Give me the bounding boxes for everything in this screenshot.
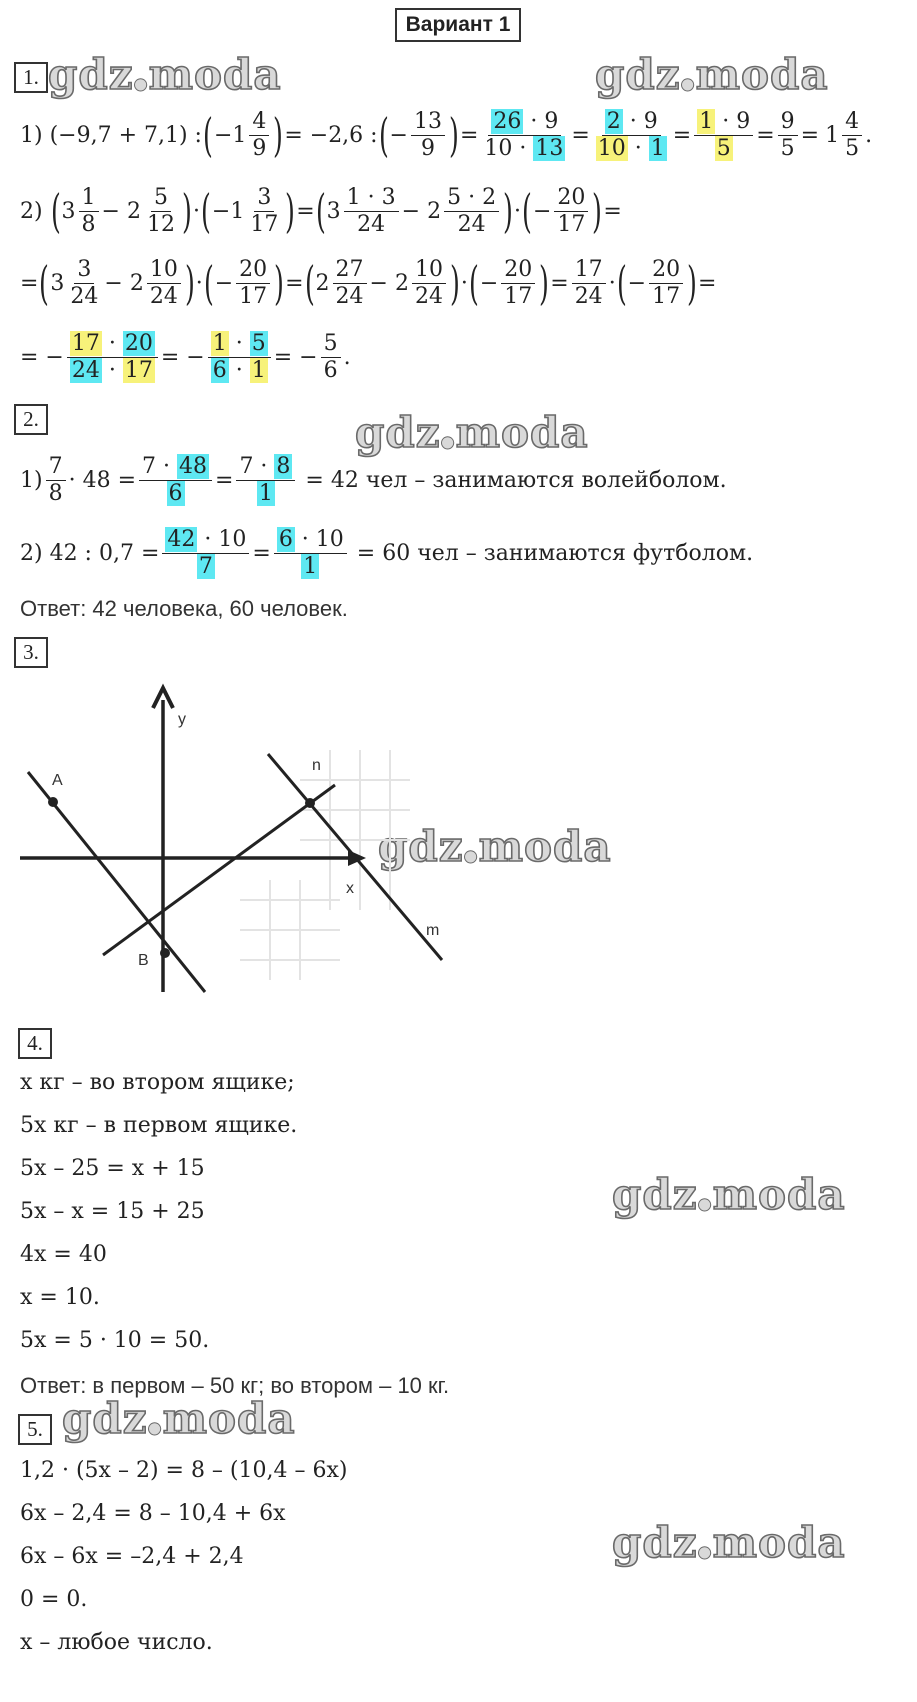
variant-title: Вариант 1	[395, 8, 521, 42]
label-B: B	[138, 952, 149, 969]
task-5-line: 0 = 0.	[20, 1587, 88, 1612]
task-5-line: 6x – 2,4 = 8 – 10,4 + 6x	[20, 1501, 286, 1526]
task-4-line: x кг – во втором ящике;	[20, 1070, 295, 1095]
watermark: gdz●moda	[612, 1518, 846, 1567]
watermark: gdz●moda	[595, 50, 829, 99]
task-3-number: 3.	[14, 637, 48, 668]
task-4-answer: Ответ: в первом – 50 кг; во втором – 10 кг.	[20, 1373, 450, 1398]
background-grid	[240, 750, 410, 980]
task-4-line: x = 10.	[20, 1285, 100, 1310]
coordinate-plot	[0, 680, 480, 1010]
task-5-number: 5.	[18, 1414, 52, 1445]
task-4-line: 5x – 25 = x + 15	[20, 1156, 205, 1181]
label-x: x	[346, 880, 354, 897]
watermark: gdz●moda	[48, 50, 282, 99]
task-1-line-4: = − $\frac{17 \cdot 20}{24 \cdot 17}$ = − $\frac{1 \cdot 5}{6 \cdot 1}$ = − $\frac{5}{6}$ .	[20, 330, 351, 383]
task-5-line: 6x – 6x = –2,4 + 2,4	[20, 1544, 244, 1569]
task-4-line: 4x = 40	[20, 1242, 107, 1267]
label-n: n	[312, 757, 321, 774]
task-1-number: 1.	[14, 62, 48, 93]
point-B	[160, 948, 170, 958]
point-n	[305, 798, 315, 808]
task-4-line: 5x – x = 15 + 25	[20, 1199, 205, 1224]
watermark: gdz●moda	[378, 822, 612, 871]
task-5-line: x – любое число.	[20, 1630, 213, 1655]
task-2-number: 2.	[14, 404, 48, 435]
label-y: y	[178, 711, 186, 728]
watermark: gdz●moda	[355, 408, 589, 457]
task-2-answer: Ответ: 42 человека, 60 человек.	[20, 596, 348, 621]
point-A	[48, 797, 58, 807]
task-1-line-2: 2) ( 3 1 8 − 2 5 12 ) · ( −1 3 17 ) = ( 3 1 · 3 24 − 2 5 · 2 24 ) · ( − $\frac{20}{17}$ ) =	[20, 184, 622, 238]
task-4-line: 5x кг – в первом ящике.	[20, 1113, 298, 1138]
watermark: gdz●moda	[62, 1394, 296, 1443]
task-1-line-1: 1) (−9,7 + 7,1) : ( −1 4 9 ) = −2,6 : ( − $\frac{13}{9}$ ) = $\frac{26 \cdot 9}{10 \cdot 13}$ = $\frac{2 \cdot 9}{10 \cdot 1}$ = $\frac{1 \cdot 9}{5}$ = $\frac{9}{5}$ = 1 4 5 .	[20, 108, 873, 162]
task-2-line-2: 2) 42 : 0,7 = $\frac{42 \cdot 10}{7}$ = $\frac{6 \cdot 10}{1}$ = 60 чел – занимаются футболом.	[20, 526, 754, 579]
task-1-line-3: = ( 3 3 24 − 2 10 24 ) · ( − $\frac{20}{17}$ ) = ( 2 27 24 − 2 10 24 ) · ( − $\frac{20}{17}$ ) = $\frac{17}{24}$ · ( − $\frac{20}{17}$ ) =	[20, 256, 717, 310]
task-4-number: 4.	[18, 1028, 52, 1059]
label-A: A	[52, 772, 63, 789]
label-m: m	[426, 922, 440, 939]
watermark: gdz●moda	[612, 1170, 846, 1219]
task-2-line-1: 1) 7 8 · 48 = $\frac{7 \cdot 48}{6}$ = $\frac{7 \cdot 8}{1}$ = 42 чел – занимаются волейболом.	[20, 453, 727, 506]
task-5-line: 1,2 · (5x – 2) = 8 – (10,4 – 6x)	[20, 1458, 348, 1483]
task-4-line: 5x = 5 · 10 = 50.	[20, 1328, 210, 1353]
